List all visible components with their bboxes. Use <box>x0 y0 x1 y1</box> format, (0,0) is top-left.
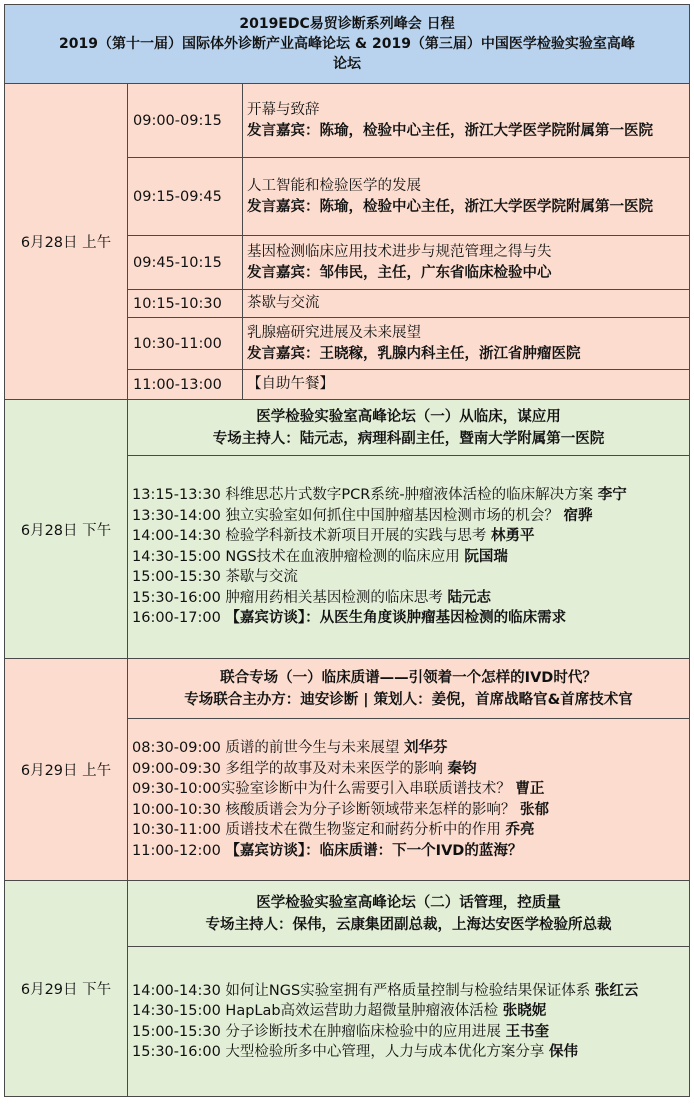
session2-heading <box>128 400 690 456</box>
list-item: 14:00-14:30 检验学科新技术新项目开展的实践与思考 林勇平 <box>132 528 535 545</box>
session-host: 专场主持人：保伟，云康集团副总裁，上海达安医学检验所总裁 <box>205 916 612 933</box>
list-item: 16:00-17:00 【嘉宾访谈】：从医生角度谈肿瘤基因检测的临床需求 <box>132 610 567 627</box>
list-item: 15:00-15:30 分子诊断技术在肿瘤临床检验中的应用进展 王书奎 <box>132 1023 550 1040</box>
session1-date: 6月28日 上午 <box>5 84 128 400</box>
session2-date: 6月28日 下午 <box>5 400 128 659</box>
item-title: 基因检测临床应用技术进步与规范管理之得与失 <box>247 243 552 260</box>
session1-time-0: 09:00-09:15 <box>128 84 243 158</box>
item-speaker: 发言嘉宾：陈瑜，检验中心主任，浙江大学医学院附属第一医院 <box>247 122 653 139</box>
session-title: 医学检验实验室高峰论坛（一）从临床，谋应用 <box>256 408 561 425</box>
session1-item-1 <box>243 158 690 236</box>
session4-heading <box>128 881 690 947</box>
session-title: 医学检验实验室高峰论坛（二）话管理，控质量 <box>256 894 561 911</box>
session1-time-5: 11:00-13:00 <box>128 370 243 400</box>
session1-time-1: 09:15-09:45 <box>128 158 243 236</box>
list-item: 09:30-10:00实验室诊断中为什么需要引入串联质谱技术？ 曹正 <box>132 781 545 797</box>
list-item: 15:30-16:00 肿瘤用药相关基因检测的临床思考 陆元志 <box>132 589 492 606</box>
list-item: 13:30-14:00 独立实验室如何抓住中国肿瘤基因检测市场的机会？ 宿骅 <box>132 507 593 524</box>
session1-item-2 <box>243 236 690 290</box>
session4-date: 6月29日 下午 <box>5 881 128 1097</box>
session-title: 联合专场（一）临床质谱——引领着一个怎样的IVD时代？ <box>220 669 597 686</box>
session1-item-4 <box>243 318 690 370</box>
session3-date: 6月29日 上午 <box>5 659 128 881</box>
list-item: 13:15-13:30 科维思芯片式数字PCR系统-肿瘤液体活检的临床解决方案 李宁 <box>132 487 627 504</box>
list-item: 11:00-12:00 【嘉宾访谈】：临床质谱：下一个IVD的蓝海？ <box>132 842 523 859</box>
session3-heading <box>128 659 690 719</box>
list-item: 14:30-15:00 NGS技术在血液肿瘤检测的临床应用 阮国瑞 <box>132 548 508 565</box>
header-subtitle: 2019（第十一届）国际体外诊断产业高峰论坛 & 2019（第三届）中国医学检验实验室高峰 <box>59 36 635 52</box>
list-item: 14:00-14:30 如何让NGS实验室拥有严格质量控制与检验结果保证体系 张红云 <box>132 982 639 999</box>
header-title: 2019EDC易贸诊断系列峰会 日程 <box>239 16 455 32</box>
session1-time-2: 09:45-10:15 <box>128 236 243 290</box>
list-item: 15:30-16:00 大型检验所多中心管理，人力与成本优化方案分享 保伟 <box>132 1044 579 1060</box>
session1-item-3 <box>243 290 690 318</box>
item-speaker: 发言嘉宾：王晓稼，乳腺内科主任，浙江省肿瘤医院 <box>247 345 581 362</box>
list-item: 09:00-09:30 多组学的故事及对未来医学的影响 秦钧 <box>132 760 477 777</box>
list-item: 10:30-11:00 质谱技术在微生物鉴定和耐药分析中的作用 乔亮 <box>132 822 535 838</box>
session4-list <box>128 947 690 1097</box>
session1-item-0 <box>243 84 690 158</box>
session1-item-5 <box>243 370 690 400</box>
list-item: 08:30-09:00 质谱的前世今生与未来展望 刘华芬 <box>132 740 448 756</box>
list-item: 10:00-10:30 核酸质谱会为分子诊断领域带来怎样的影响？ 张郁 <box>132 801 550 818</box>
item-speaker: 发言嘉宾：邹伟民，主任，广东省临床检验中心 <box>247 264 552 281</box>
session2-list <box>128 456 690 659</box>
item-title: 乳腺癌研究进展及未来展望 <box>247 324 421 341</box>
list-item: 15:00-15:30 茶歇与交流 <box>132 569 298 586</box>
header-subtitle-cont: 论坛 <box>333 56 361 72</box>
item-title: 人工智能和检验医学的发展 <box>247 177 421 194</box>
schedule-table <box>4 4 690 1097</box>
list-item: 14:30-15:00 HapLab高效运营助力超微量肿瘤液体活检 张晓妮 <box>132 1003 547 1019</box>
session3-list <box>128 719 690 881</box>
session1-time-3: 10:15-10:30 <box>128 290 243 318</box>
item-title: 【自助午餐】 <box>247 376 334 392</box>
session1-time-4: 10:30-11:00 <box>128 318 243 370</box>
item-title: 茶歇与交流 <box>247 295 320 311</box>
item-speaker: 发言嘉宾：陈瑜，检验中心主任，浙江大学医学院附属第一医院 <box>247 198 653 215</box>
session-host: 专场主持人：陆元志，病理科副主任，暨南大学附属第一医院 <box>212 430 605 447</box>
session-host: 专场联合主办方：迪安诊断 | 策划人：姜倪，首席战略官&首席技术官 <box>184 691 633 708</box>
schedule-header <box>5 5 690 84</box>
item-title: 开幕与致辞 <box>247 101 320 118</box>
